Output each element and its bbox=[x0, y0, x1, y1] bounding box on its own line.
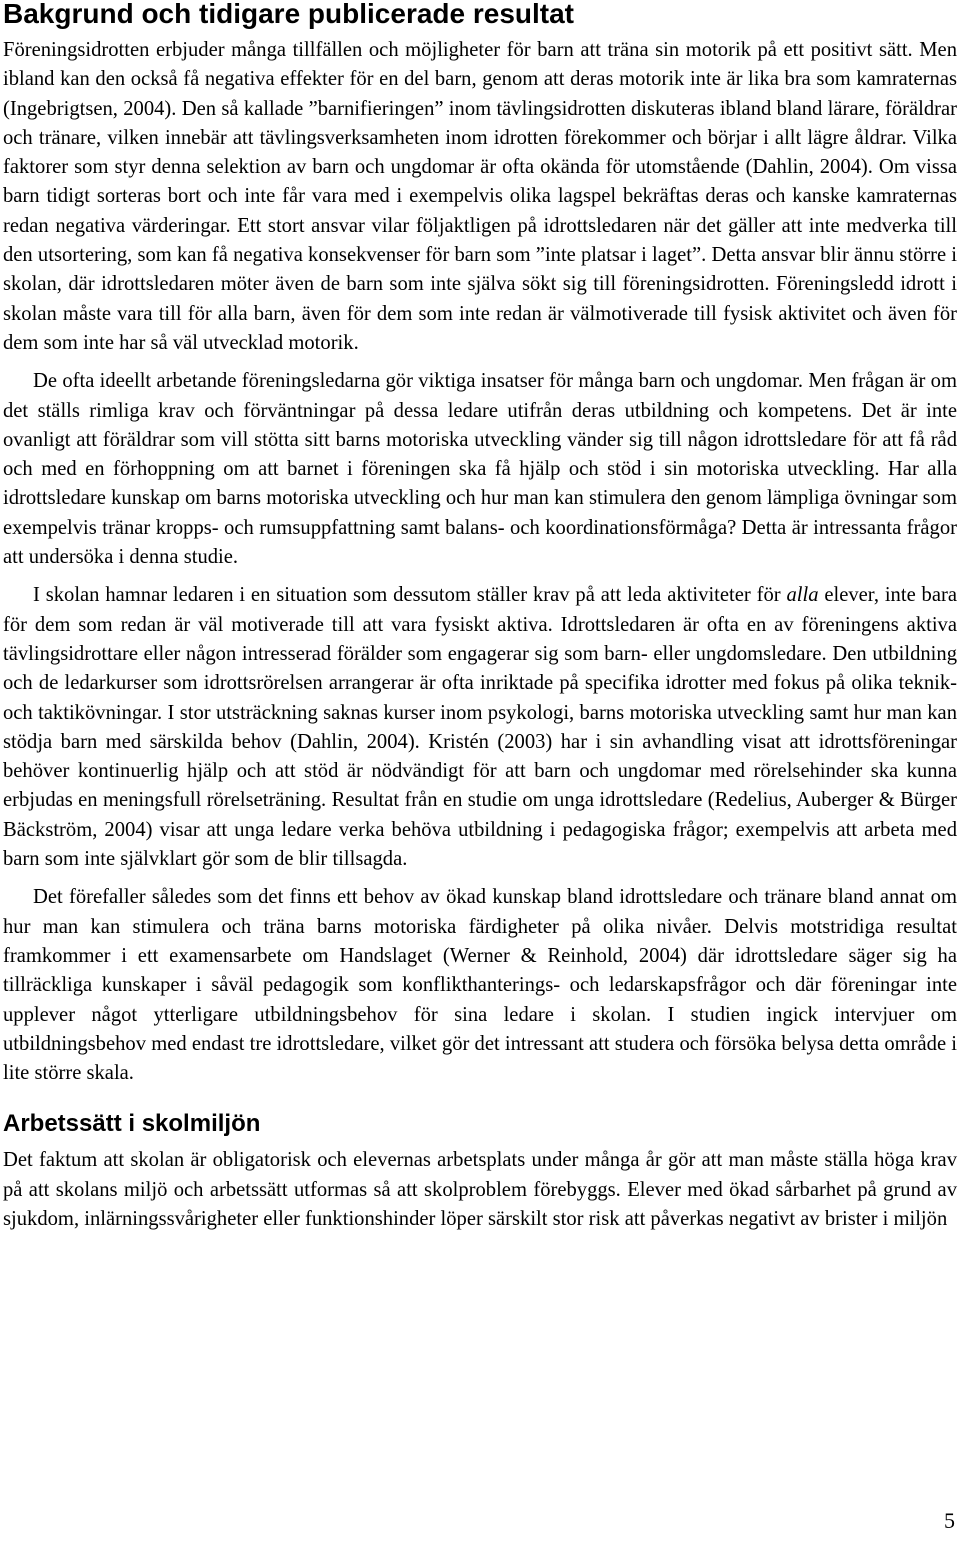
page-number: 5 bbox=[944, 1508, 955, 1533]
paragraph-2: De ofta ideellt arbetande föreningsledarna gör viktiga insatser för många barn och ungdomar. Men frågan är om det ställs rimliga krav och förväntningar på dessa ledare utifrån deras utbildning och kompetens. Det är inte ovanligt att föräldrar som vill stötta sitt barns motoriska utveckling vänder sig till någon idrottsledare för att få råd och med en förhoppning om att barnet i föreningen ska få hjälp och stöd i sin motoriska utveckling. Har alla idrottsledare kunskap om barns motoriska utveckling och hur man kan stimulera den genom lämpliga övningar som exempelvis tränar kropps- och rumsuppfattning samt balans- och koordinationsförmåga? Detta är intressanta frågor att undersöka i denna studie. bbox=[3, 370, 957, 569]
paragraph-3-part-1: I skolan hamnar ledaren i en situation som dessutom ställer krav på att leda aktiviteter för bbox=[33, 584, 787, 607]
section-heading-work-methods: Arbetssätt i skolmiljön bbox=[3, 1110, 261, 1138]
section-heading-background: Bakgrund och tidigare publicerade resultat bbox=[3, 0, 575, 29]
paragraph-4: Det förefaller således som det finns ett behov av ökad kunskap bland idrottsledare och tränare bland annat om hur man kan stimulera och träna barns motoriska färdigheter på olika nivåer. Delvis motstridiga resultat framkommer i ett examensarbete om Handslaget (Werner & Reinhold, 2004) där idrottsledare säger sig ha tillräckliga kunskaper i såväl pedagogik som konflikthanterings- och ledarskapsfrågor och där föreningar inte upplever något ytterligare utbildningsbehov för sina ledare i skolan. I studien ingick intervjuer om utbildningsbehov med endast tre idrottsledare, vilket gör det intressant att studera och försöka belysa detta område i lite större skala. bbox=[3, 886, 957, 1085]
paragraph-3 bbox=[3, 581, 957, 874]
emphasis-alla: alla bbox=[786, 584, 819, 607]
paragraph-3-part-2: elever, inte bara för dem som redan är väl motiverade till att vara fysiskt aktiva. Idrottsledaren är ofta en av föreningens aktiva tävlingsidrottare eller någon intresserad förälder som engagerar sig som barn- eller ungdomsledare. Den utbildning och de ledarkurser som idrottsrörelsen arrangerar är ofta inriktade på specifika idrotter med fokus på olika teknik- och taktikövningar. I stor utsträckning saknas kurser inom psykologi, barns motoriska utveckling samt hur man kan stödja barn med särskilda behov (Dahlin, 2004). Kristén (2003) har i sin avhandling visat att idrottsföreningar behöver kontinuerlig hjälp och att stöd är nödvändigt för att barn och ungdomar med rörelsehinder ska kunna erbjudas en meningsfull rörelseträning. Resultat från en studie om unga idrottsledare (Redelius, Auberger & Bürger Bäckström, 2004) visar att unga ledare verka behöva utbildning i pedagogiska frågor; exempelvis att arbeta med barn som inte självklart gör som de blir tillsagda. bbox=[3, 584, 957, 871]
paragraph-1: Föreningsidrotten erbjuder många tillfällen och möjligheter för barn att träna sin motorik på ett positivt sätt. Men ibland kan den också få negativa effekter för en del barn, genom att deras motorik inte är lika bra som kamraternas (Ingebrigtsen, 2004). Den så kallade ”barnifieringen” inom tävlingsidrotten diskuteras ibland bland lärare, föräldrar och tränare, vilken innebär att tävlingsverksamheten inom idrotten förekommer och börjar i allt lägre åldrar. Vilka faktorer som styr denna selektion av barn och ungdomar är ofta okända för utomstående (Dahlin, 2004). Om vissa barn tidigt sorteras bort och inte får vara med i exempelvis olika lagspel bekräftas deras och kanske kamraternas redan negativa värderingar. Ett stort ansvar vilar följaktligen på idrottsledaren när det gäller att inte medverka till den utsortering, som kan få negativa konsekvenser för barn som ”inte platsar i laget”. Detta ansvar blir ännu större i skolan, där idrottsledaren möter även de barn som inte själva sökt sig till föreningsidrotten. Föreningsledd idrott i skolan måste vara till för alla barn, även för dem som inte redan är välmotiverade till fysisk aktivitet och även för dem som inte har så väl utvecklad motorik. bbox=[3, 39, 957, 354]
paragraph-5: Det faktum att skolan är obligatorisk och elevernas arbetsplats under många år gör att man måste ställa höga krav på att skolans miljö och arbetssätt utformas så att skolproblem förebyggs. Elever med ökad sårbarhet på grund av sjukdom, inlärningssvårigheter eller funktionshinder löper särskilt stor risk att påverkas negativt av brister i miljön bbox=[3, 1149, 957, 1230]
